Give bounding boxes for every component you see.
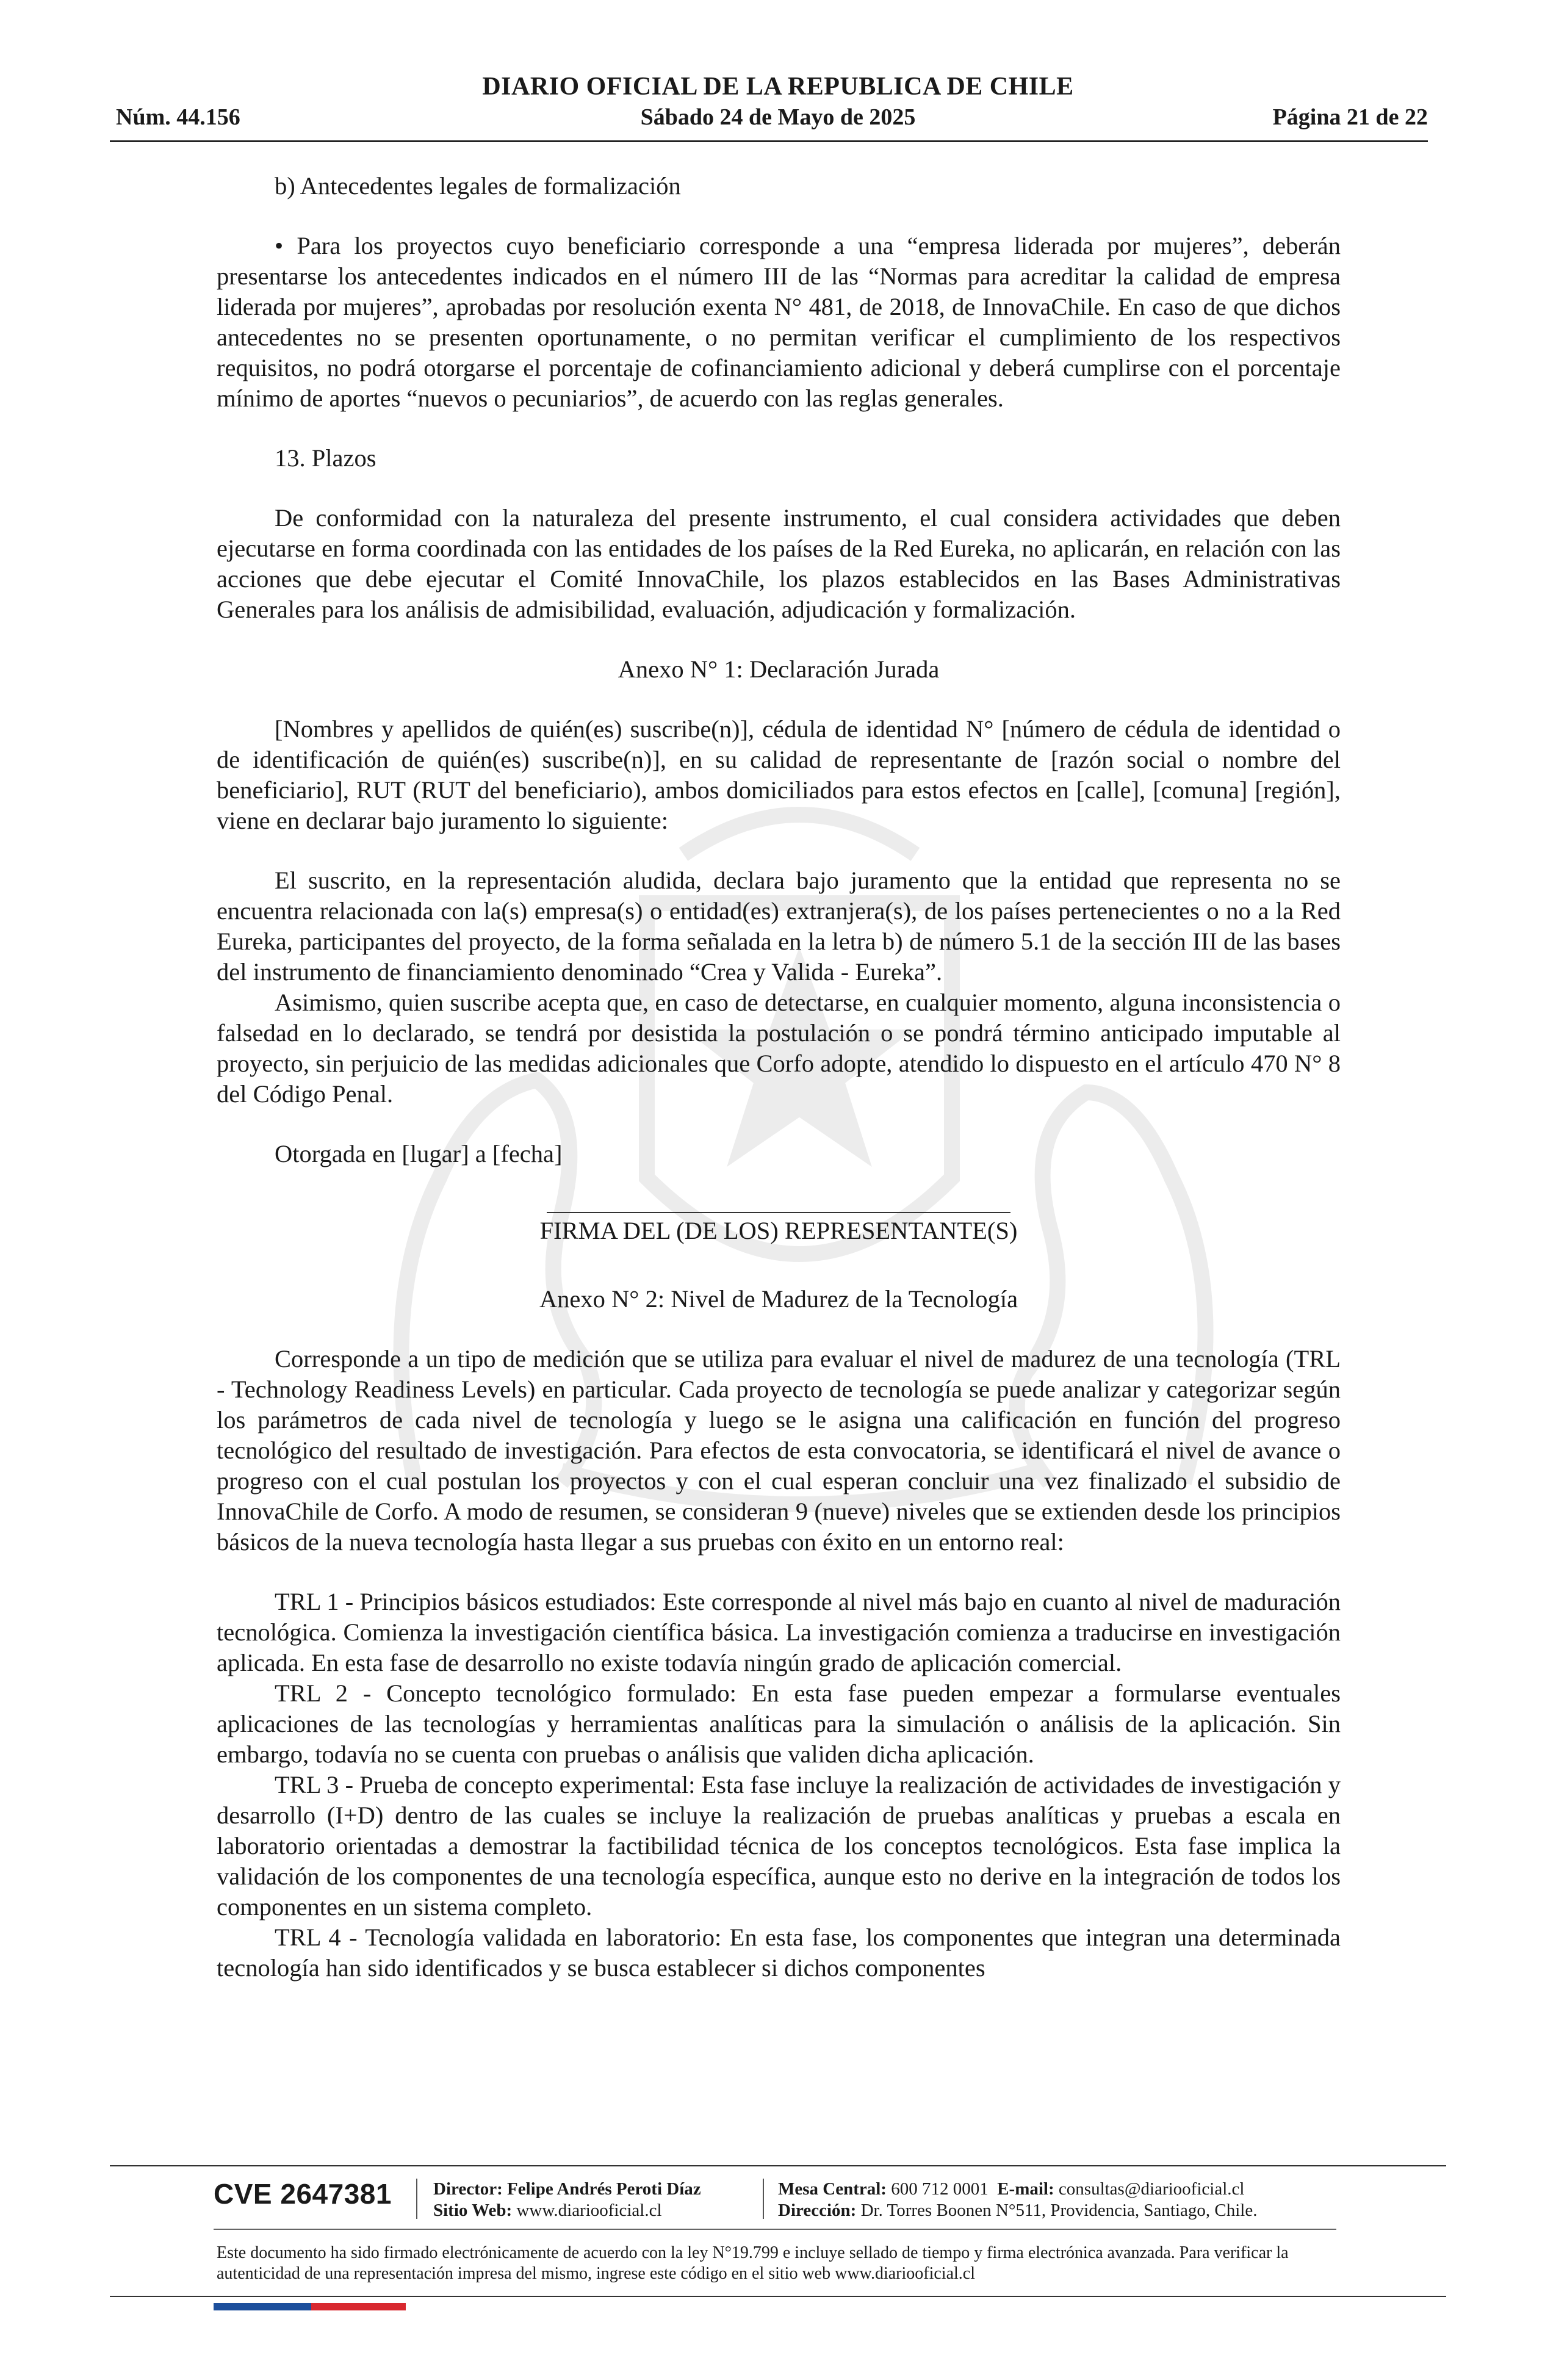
- footer-divider-bottom: [110, 2296, 1446, 2297]
- annex-1-paragraph-2: El suscrito, en la representación aludida, declara bajo juramento que la entidad que representa no se encuentra relacionada con la(s) empresa(s) o entidad(es) extranjera(s), de los países pertenecientes o no a la Red Eureka, participantes del proyecto, de la forma señalada en la letra b) de número 5.1 de la sección III de las bases del instrumento de financiamiento denominado “Crea y Valida - Eureka”.: [217, 867, 1341, 986]
- electronic-signature-note: Este documento ha sido firmado electrónicamente de acuerdo con la ley N°19.799 e incluye sellado de tiempo y firma electrónica avanzada. Para verificar la autenticidad de una representación impresa del mismo, ingrese este código en el sitio web www.diariooficial.cl: [217, 2243, 1289, 2283]
- annex-2-paragraph: Corresponde a un tipo de medición que se utiliza para evaluar el nivel de madurez de una tecnología (TRL - Technology Readiness Levels) en particular. Cada proyecto de tecnología se puede analizar y categorizar según los parámetros de cada nivel de tecnología y luego se le asigna una calificación en función del progreso tecnológico del resultado de investigación. Para efectos de esta convocatoria, se identificará el nivel de avance o progreso con el cual postulan los proyectos y con el cual esperan concluir una vez finalizado el subsidio de InnovaChile de Corfo. A modo de resumen, se consideran 9 (nueve) niveles que se extienden desde los principios básicos de la nueva tecnología hasta llegar a sus pruebas con éxito en un entorno real:: [217, 1345, 1341, 1556]
- director-name: Felipe Andrés Peroti Díaz: [507, 2179, 701, 2199]
- footer-director-block: [433, 2179, 701, 2221]
- flag-stripe-red: [311, 2303, 406, 2310]
- email-link[interactable]: consultas@diariooficial.cl: [1058, 2179, 1245, 2199]
- publication-date: Sábado 24 de Mayo de 2025: [640, 104, 916, 130]
- footer-separator: [763, 2179, 764, 2219]
- address-value: Dr. Torres Boonen N°511, Providencia, Santiago, Chile.: [860, 2201, 1258, 2220]
- issue-number: Núm. 44.156: [116, 104, 240, 130]
- annex-1-paragraph-1: [Nombres y apellidos de quién(es) suscribe(n)], cédula de identidad N° [número de cédula de identidad o de identificación de quién(es) suscribe(n)], en su calidad de representante de [razón social o nombre del beneficiario], RUT (RUT del beneficiario), ambos domiciliados para estos efectos en [calle], [comuna] [región], viene en declarar bajo juramento lo siguiente:: [217, 715, 1341, 834]
- footer-divider-middle: [214, 2229, 1336, 2230]
- signature-line: [547, 1212, 1010, 1213]
- document-body: [217, 171, 1341, 1983]
- section-13-paragraph: De conformidad con la naturaleza del presente instrumento, el cual considera actividades que deben ejecutarse en forma coordinada con las entidades de los países de la Red Eureka, no aplicarán, en relación con las acciones que debe ejecutar el Comité InnovaChile, los plazos establecidos en las Bases Administrativas Generales para los análisis de admisibilidad, evaluación, adjudicación y formalización.: [217, 504, 1341, 623]
- footer-divider-top: [110, 2165, 1446, 2166]
- header-divider: [110, 140, 1428, 142]
- section-b-title: b) Antecedentes legales de formalización: [275, 172, 681, 200]
- phone-label: Mesa Central:: [778, 2179, 887, 2199]
- footer-contact-block: [778, 2179, 1257, 2221]
- section-b-paragraph: • Para los proyectos cuyo beneficiario corresponde a una “empresa liderada por mujeres”, deberán presentarse los antecedentes indicados en el número III de las “Normas para acreditar la calidad de empresa liderada por mujeres”, aprobadas por resolución exenta N° 481, de 2018, de InnovaChile. En caso de que dichos antecedentes no se presenten oportunamente, o no permitan verificar el cumplimiento de los respectivos requisitos, no podrá otorgarse el porcentaje de cofinanciamiento adicional y deberá cumplirse con el porcentaje mínimo de aportes “nuevos o pecuniarios”, de acuerdo con las reglas generales.: [217, 232, 1341, 412]
- trl-2-paragraph: TRL 2 - Concepto tecnológico formulado: En esta fase pueden empezar a formularse eventuales aplicaciones de las tecnologías y herramientas analíticas para la simulación o análisis de la aplicación. Sin embargo, todavía no se cuenta con pruebas o análisis que validen dicha aplicación.: [217, 1679, 1341, 1768]
- cve-code: CVE 2647381: [214, 2178, 392, 2210]
- footer-separator: [416, 2179, 417, 2219]
- section-13-title: 13. Plazos: [275, 444, 376, 472]
- page-number: Página 21 de 22: [1272, 104, 1428, 130]
- trl-3-paragraph: TRL 3 - Prueba de concepto experimental: Esta fase incluye la realización de actividades de investigación y desarrollo (I+D) dentro de las cuales se incluye la realización de pruebas analíticas y pruebas a escala en laboratorio orientadas a demostrar la factibilidad técnica de los conceptos tecnológicos. Esta fase implica la validación de los componentes de una tecnología específica, aunque esto no derive en la integración de todos los componentes en un sistema completo.: [217, 1771, 1341, 1920]
- director-label: Director:: [433, 2179, 503, 2199]
- signature-caption: FIRMA DEL (DE LOS) REPRESENTANTE(S): [539, 1217, 1018, 1244]
- page-header: [0, 0, 1556, 146]
- phone-number: 600 712 0001: [891, 2179, 989, 2199]
- publication-title: DIARIO OFICIAL DE LA REPUBLICA DE CHILE: [482, 73, 1074, 101]
- trl-4-paragraph: TRL 4 - Tecnología validada en laboratorio: En esta fase, los componentes que integran una determinada tecnología han sido identificados y se busca establecer si dichos componentes: [217, 1924, 1341, 1982]
- annex-1-paragraph-3: Asimismo, quien suscribe acepta que, en caso de detectarse, en cualquier momento, alguna inconsistencia o falsedad en lo declarado, se tendrá por desistida la postulación o se pondrá término anticipado imputable al proyecto, sin perjuicio de las medidas adicionales que Corfo adopte, atendido lo dispuesto en el artículo 470 N° 8 del Código Penal.: [217, 989, 1341, 1108]
- annex-1-title: Anexo N° 1: Declaración Jurada: [618, 655, 940, 683]
- annex-1-place-date: Otorgada en [lugar] a [fecha]: [275, 1140, 563, 1167]
- annex-2-title: Anexo N° 2: Nivel de Madurez de la Tecnología: [539, 1285, 1018, 1313]
- email-label: E-mail:: [997, 2179, 1054, 2199]
- website-link[interactable]: www.diariooficial.cl: [516, 2201, 662, 2220]
- flag-stripe-blue: [214, 2303, 311, 2310]
- trl-1-paragraph: TRL 1 - Principios básicos estudiados: Este corresponde al nivel más bajo en cuanto al nivel de maduración tecnológica. Comienza la investigación científica básica. La investigación comienza a traducirse en investigación aplicada. En esta fase de desarrollo no existe todavía ningún grado de aplicación comercial.: [217, 1588, 1341, 1676]
- website-label: Sitio Web:: [433, 2201, 513, 2220]
- address-label: Dirección:: [778, 2201, 857, 2220]
